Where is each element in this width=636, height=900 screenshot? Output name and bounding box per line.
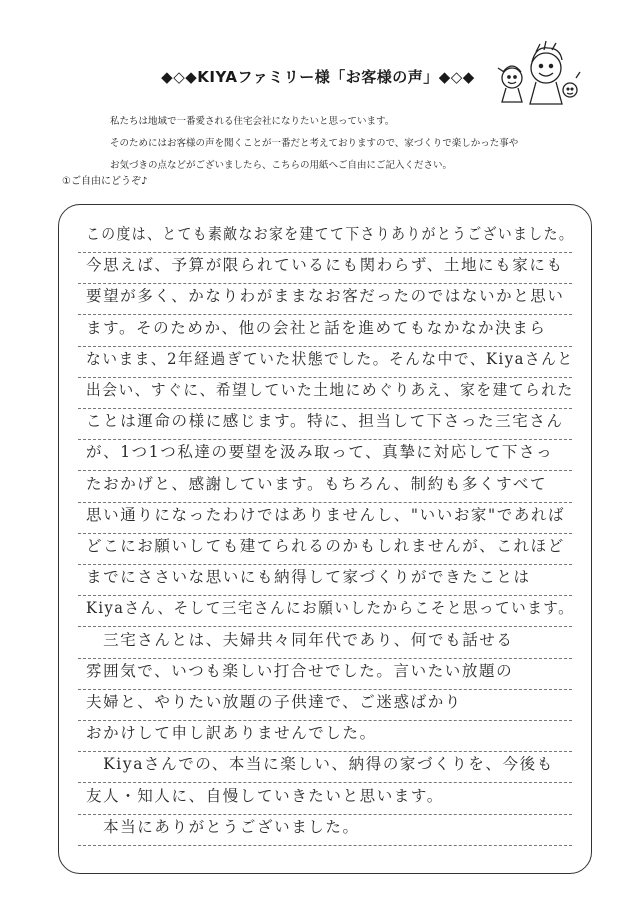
letter-line: 三宅さんとは、夫婦共々同年代であり、何でも話せる [86,630,514,649]
letter-line: までにささいな思いにも納得して家づくりができたことは [86,568,531,587]
letter-line: 雰囲気で、いつも楽しい打合せでした。言いたい放題の [86,661,514,680]
family-mascot-illustration [490,38,582,108]
letter-line: どこにお願いしても建てられるのかもしれませんが、これほど [86,537,565,555]
intro-text [110,111,530,177]
letter-line: 出会い、すぐに、希望していた土地にめぐりあえ、家を建てられた [86,381,574,399]
letter-line: この度は、とても素敵なお家を建てて下さりありがとうございました。 [86,225,575,243]
letter-line: たおかげと、感謝しています。もちろん、制約も多くすべて [86,474,548,493]
ruled-line [78,845,572,846]
letter-line: 思い通りになったわけではありませんし、"いいお家"であれば [86,505,566,524]
letter-line: ないまま、2年経過ぎていた状態でした。そんな中で、Kiyaさんと [86,349,574,368]
intro-line: お気づきの点などがございましたら、こちらの用紙へご自由にご記入ください。 [110,160,453,171]
letter-line: おかけして申し訳ありませんでした。 [86,724,377,743]
free-comment-prompt: ①ご自由にどうぞ♪ [62,176,148,187]
letter-line: ことは運命の様に感じます。特に、担当して下さった三宅さん [86,412,564,431]
letter-line: Kiyaさん、そして三宅さんにお願いしたからこそと思っています。 [86,599,575,618]
letter-line: 夫婦と、やりたい放題の子供達で、ご迷惑ばかり [86,693,462,711]
letter-line: ます。そのためか、他の会社と話を進めてもなかなか決まら [86,318,547,337]
letter-line: 友人・知人に、自慢していきたいと思います。 [86,786,444,805]
letter-line: 本当にありがとうございました。 [86,817,360,836]
letter-line: 要望が多く、かなりわがままなお客だったのではないかと思い [86,287,565,306]
letter-line: が、1つ1つ私達の要望を汲み取って、真摯に対応して下さっ [86,443,554,462]
letter-line: Kiyaさんでの、本当に楽しい、納得の家づくりを、今後も [86,755,554,774]
form-title: ◆◇◆KIYAファミリー様「お客様の声」◆◇◆ [161,68,475,86]
letter-line: 今思えば、予算が限られているにも関わらず、土地にも家にも [86,256,564,275]
intro-line: そのためにはお客様の声を聞くことが一番だと考えておりますので、家づくりで楽しかった事や [110,138,519,149]
intro-line: 私たちは地域で一番愛される住宅会社になりたいと思っています。 [110,116,395,127]
